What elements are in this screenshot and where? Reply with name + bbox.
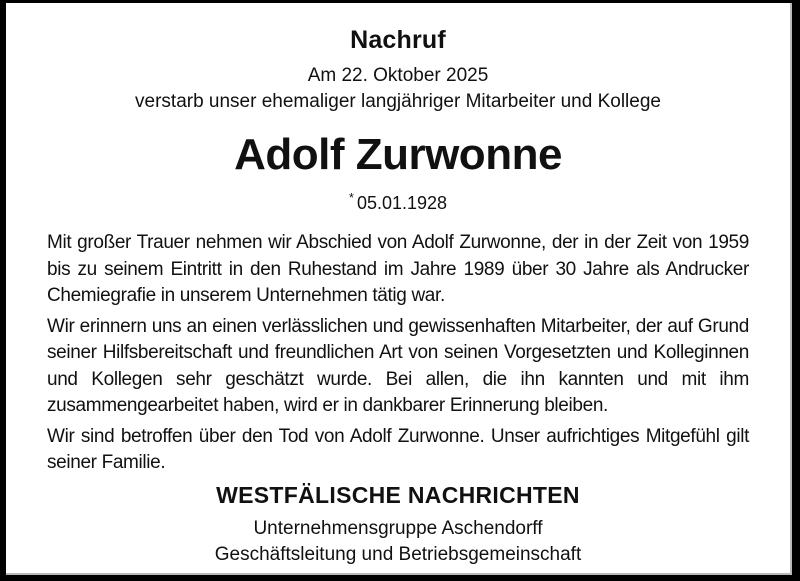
obituary-paragraph: Wir sind betroffen über den Tod von Adolf Zurwonne. Unser aufrichtiges Mitgefühl gilt seiner Familie. <box>47 425 749 473</box>
intro-line: verstarb unser ehemaliger langjähriger Mitarbeiter und Kollege <box>135 91 661 112</box>
birth-date-line <box>47 186 749 215</box>
obituary-notice-page <box>6 3 792 575</box>
death-date-line: Am 22. Oktober 2025 <box>307 65 489 86</box>
notice-title: Nachruf <box>350 26 446 54</box>
obituary-paragraph: Wir erinnern uns an einen verlässlichen und gewissenhaften Mitarbeiter, der auf Grund seiner Hilfsbereitschaft und freundlichen Art von seinen Vorgesetzten und Kolleginnen und Kollegen sehr geschätzt wurde. Bei allen, die ihn kannten und mit ihm zusammengearbeitet haben, wird er in dankbarer Erinnerung bleiben. <box>47 315 749 416</box>
deceased-name: Adolf Zurwonne <box>234 130 562 179</box>
obituary-paragraph: Mit großer Trauer nehmen wir Abschied von Adolf Zurwonne, der in der Zeit von 1959 bis zu seinem Eintritt in den Ruhestand im Jahre 1989 über 30 Jahre als Andrucker Chemiegrafie in unserem Unternehmen tätig war. <box>47 232 749 306</box>
birth-date: 05.01.1928 <box>356 193 448 213</box>
obituary-body <box>47 230 749 477</box>
company-signature: Geschäftsleitung und Betriebsgemeinschaft <box>214 543 582 565</box>
birth-star-icon: * <box>348 190 354 205</box>
company-group: Unternehmensgruppe Aschendorff <box>253 517 543 539</box>
company-name: WESTFÄLISCHE NACHRICHTEN <box>216 481 580 508</box>
notice-footer <box>47 481 749 567</box>
notice-content <box>47 3 749 567</box>
